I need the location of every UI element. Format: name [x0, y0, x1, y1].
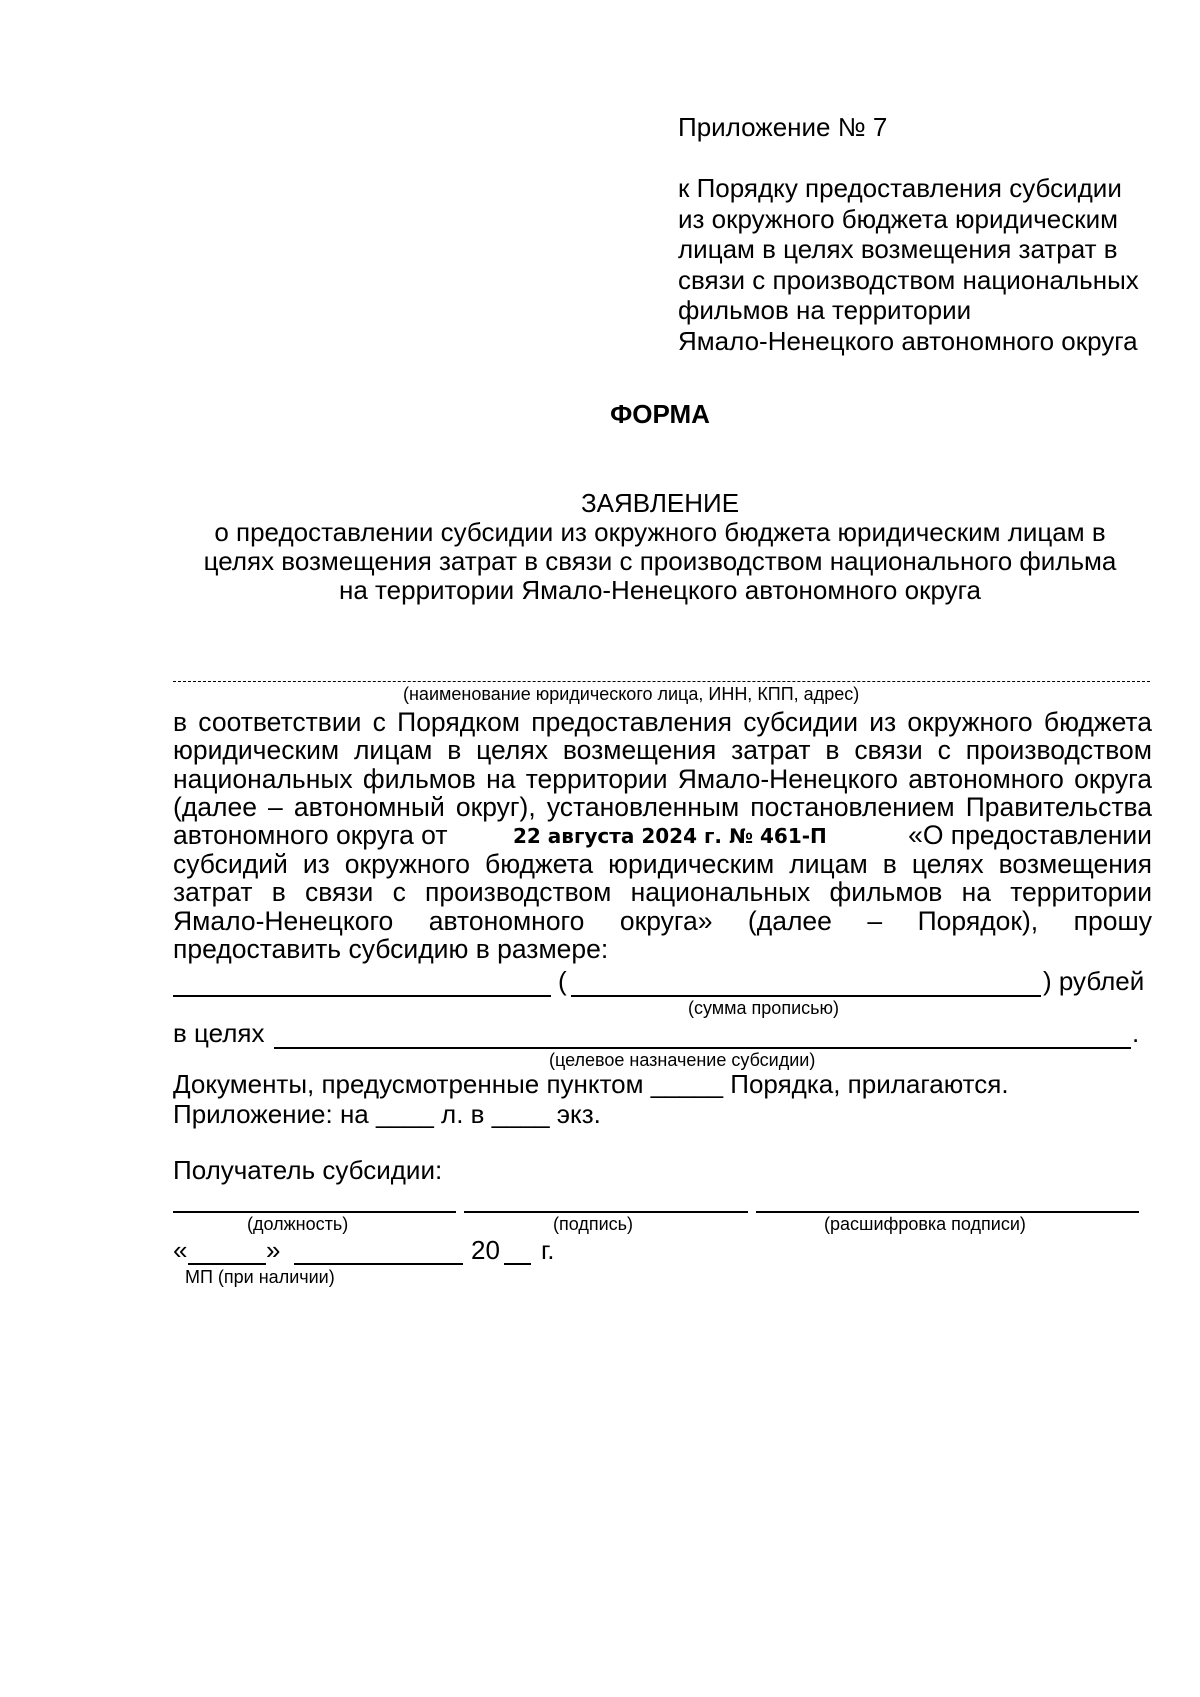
amount-caption: (сумма прописью): [688, 998, 839, 1018]
body-line-2: юридическим лицам в целях возмещения затрат в связи с производством: [173, 735, 1152, 765]
signature-decode-field[interactable]: [756, 1211, 1139, 1213]
date-month-field[interactable]: [294, 1263, 463, 1265]
form-label: ФОРМА: [610, 399, 710, 429]
purpose-caption: (целевое назначение субсидии): [549, 1050, 816, 1070]
body-line-5-prefix: автономного округа от: [173, 820, 448, 850]
purpose-field[interactable]: [274, 1047, 1131, 1049]
annex-addressee: к Порядку предоставления субсидии из окружного бюджета юридическим лицам в целях возмещения затрат в связи с производством национальных фильмов на территории Ямало-Ненецкого автономного округа: [678, 173, 1139, 356]
signature-caption: (подпись): [553, 1214, 634, 1234]
statement-subtitle-line-1: о предоставлении субсидии из окружного бюджета юридическим лицам в: [214, 517, 1106, 547]
body-line-5-suffix: «О предоставлении: [908, 820, 1152, 850]
documents-line: Документы, предусмотренные пунктом _____ Порядка, прилагаются.: [173, 1069, 1009, 1099]
amount-figures-field[interactable]: [173, 995, 551, 997]
position-caption: (должность): [247, 1214, 349, 1234]
date-close-quote: »: [266, 1235, 281, 1265]
body-line-7: затрат в связи с производством национальных фильмов на территории: [173, 877, 1152, 907]
recipient-label: Получатель субсидии:: [173, 1155, 443, 1185]
attachment-line: Приложение: на ____ л. в ____ экз.: [173, 1099, 601, 1129]
statement-title: ЗАЯВЛЕНИЕ: [580, 488, 740, 518]
signature-decode-caption: (расшифровка подписи): [824, 1214, 1026, 1234]
annex-title: Приложение № 7: [678, 112, 888, 142]
applicant-caption: (наименование юридического лица, ИНН, КПП, адрес): [403, 684, 860, 704]
position-field[interactable]: [173, 1211, 456, 1213]
body-line-4: (далее – автономный округ), установленным постановлением Правительства: [173, 792, 1152, 822]
date-year-field[interactable]: [504, 1263, 531, 1265]
purpose-dot: .: [1132, 1018, 1140, 1048]
signature-field[interactable]: [464, 1211, 748, 1213]
body-line-9: предоставить субсидию в размере:: [173, 934, 609, 964]
date-open-quote: «: [173, 1235, 188, 1265]
amount-words-field[interactable]: [571, 995, 1041, 997]
amount-open-paren: (: [558, 966, 567, 996]
statement-subtitle-line-3: на территории Ямало-Ненецкого автономного округа: [339, 575, 981, 605]
statement-subtitle-line-2: целях возмещения затрат в связи с производством национального фильма: [203, 546, 1117, 576]
body-line-3: национальных фильмов на территории Ямало-Ненецкого автономного округа: [173, 764, 1152, 794]
applicant-name-line[interactable]: [173, 681, 1150, 682]
amount-currency: ) рублей: [1043, 966, 1145, 996]
resolution-date: 22 августа 2024 г. № 461-П: [513, 824, 827, 848]
body-line-1: в соответствии с Порядком предоставления субсидии из окружного бюджета: [173, 707, 1152, 737]
seal-caption: МП (при наличии): [185, 1267, 335, 1287]
date-day-field[interactable]: [188, 1263, 266, 1265]
date-year-suffix: г.: [541, 1235, 555, 1265]
purpose-prefix: в целях: [173, 1018, 265, 1048]
body-line-8: Ямало-Ненецкого автономного округа» (далее – Порядок), прошу: [173, 906, 1152, 936]
date-year-prefix: 20: [471, 1235, 500, 1265]
body-line-6: субсидий из окружного бюджета юридическим лицам в целях возмещения: [173, 849, 1152, 879]
